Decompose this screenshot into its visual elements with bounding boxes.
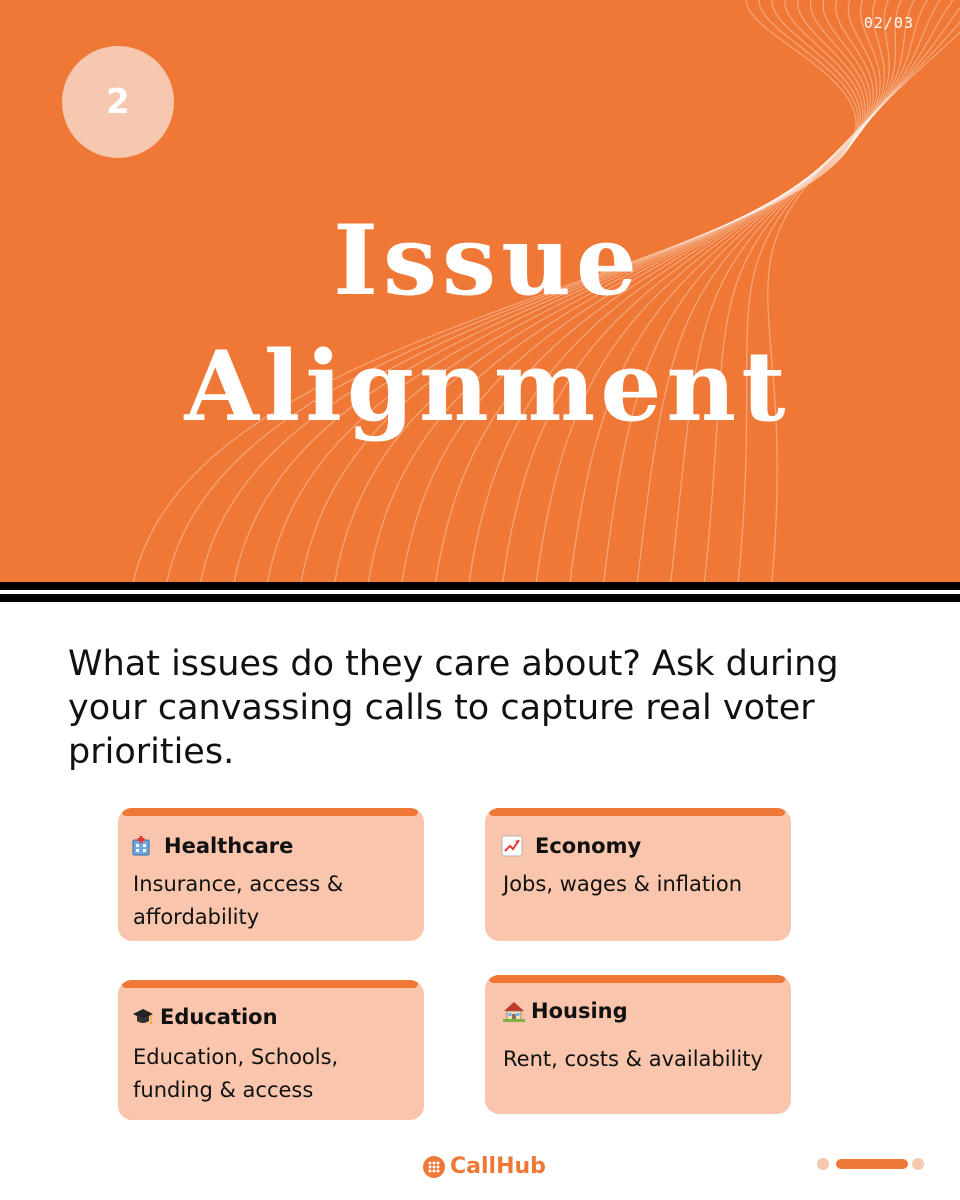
issue-card-housing bbox=[485, 975, 791, 1114]
card-header bbox=[132, 1005, 278, 1029]
brand-logo bbox=[422, 1154, 546, 1179]
card-accent-bar bbox=[122, 808, 418, 816]
card-title: Healthcare bbox=[164, 834, 294, 858]
card-title: Economy bbox=[535, 834, 642, 858]
card-title: Education bbox=[160, 1005, 278, 1029]
card-description: Education, Schools, funding & access bbox=[133, 1045, 339, 1102]
step-number: 2 bbox=[106, 82, 130, 122]
page-title-line-2: Alignment bbox=[184, 330, 791, 443]
card-description: Rent, costs & availability bbox=[503, 1047, 763, 1071]
card-description: Jobs, wages & inflation bbox=[503, 872, 743, 896]
page-counter: 02/03 bbox=[863, 14, 914, 32]
card-description: Insurance, access & affordability bbox=[133, 872, 344, 929]
callhub-logo-icon bbox=[422, 1155, 446, 1179]
divider-thick bbox=[0, 594, 960, 602]
card-title: Housing bbox=[531, 999, 628, 1023]
card-accent-bar bbox=[489, 808, 785, 816]
hero-banner bbox=[0, 0, 960, 582]
issue-card-healthcare bbox=[118, 808, 424, 941]
issue-card-education bbox=[118, 980, 424, 1120]
brand-name: CallHub bbox=[450, 1154, 546, 1179]
pager-active-bar bbox=[836, 1159, 908, 1169]
chart-increasing-icon bbox=[501, 835, 523, 857]
graduation-cap-icon bbox=[132, 1006, 154, 1028]
divider-thin bbox=[0, 582, 960, 590]
issue-card-economy bbox=[485, 808, 791, 941]
pager-dot bbox=[817, 1158, 829, 1170]
hospital-icon bbox=[130, 835, 152, 857]
page-title-line-1: Issue bbox=[333, 204, 642, 317]
card-accent-bar bbox=[489, 975, 785, 983]
house-icon bbox=[503, 1000, 525, 1022]
page-title bbox=[0, 198, 960, 450]
card-header bbox=[503, 999, 628, 1023]
step-number-badge bbox=[62, 46, 174, 158]
card-header bbox=[130, 834, 293, 858]
intro-text: What issues do they care about? Ask during your canvassing calls to capture real voter priorities. bbox=[68, 644, 839, 772]
card-header bbox=[501, 834, 641, 858]
card-accent-bar bbox=[122, 980, 418, 988]
pager-dot bbox=[912, 1158, 924, 1170]
